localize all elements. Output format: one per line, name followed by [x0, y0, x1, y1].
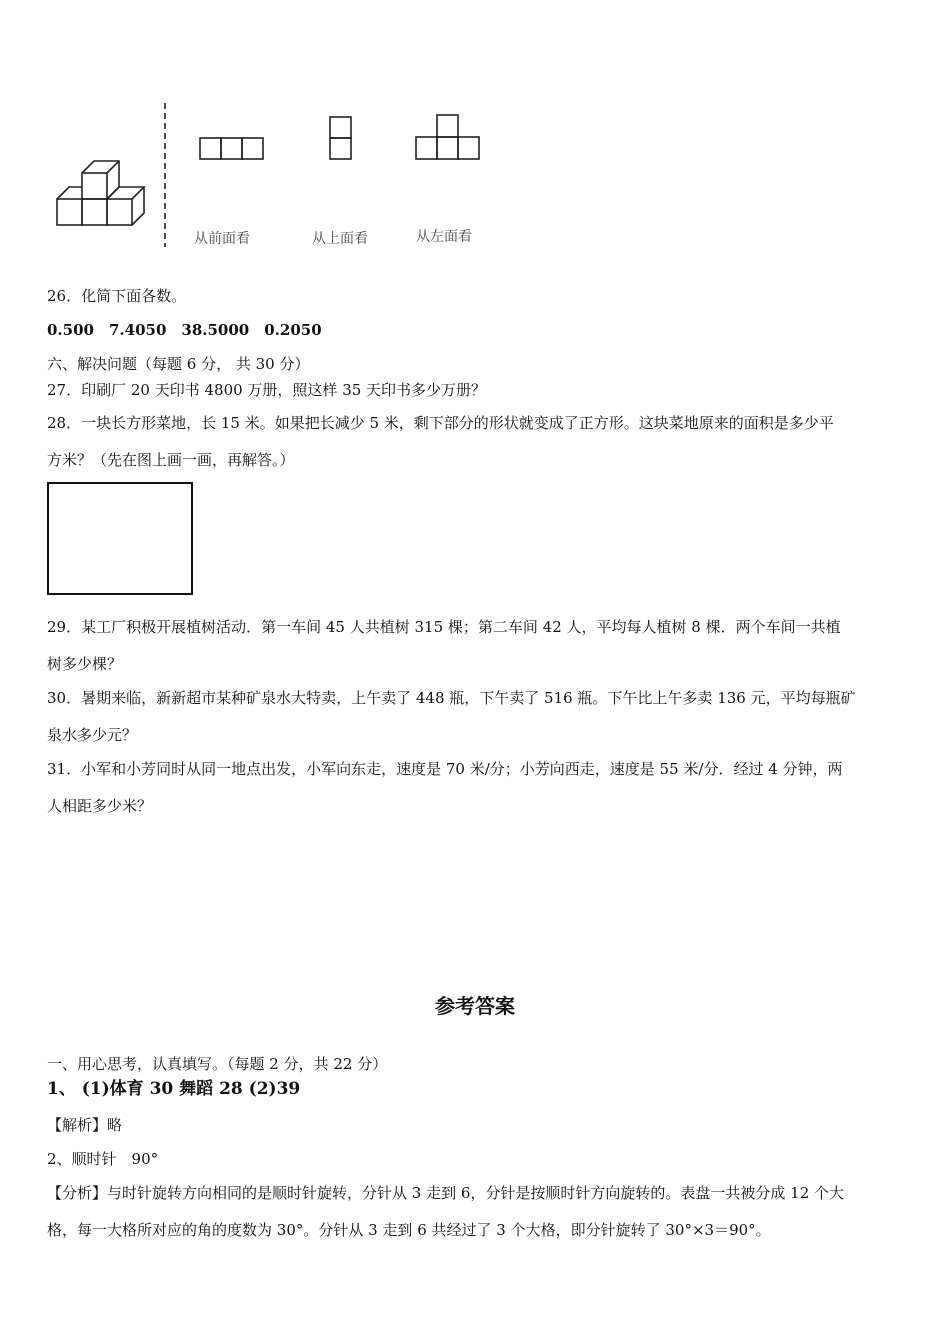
answer-1-analysis: 【解析】略 — [47, 1116, 123, 1134]
q28-line2: 方米？（先在图上画一画，再解答。） — [47, 451, 295, 469]
q30-line1: 30．暑期来临，新新超市某种矿泉水大特卖，上午卖了 448 瓶，下午卖了 516 瓶。下午比上午多卖 136 元，平均每瓶矿 — [47, 689, 856, 707]
front-view-drawing — [200, 138, 263, 159]
answer-2-analysis-line1: 【分析】与时针旋转方向相同的是顺时针旋转，分针从 3 走到 6，分针是按顺时针方向旋转的。表盘一共被分成 12 个大 — [47, 1184, 845, 1202]
three-views-figure — [40, 95, 510, 255]
q29-line2: 树多少棵？ — [47, 655, 123, 673]
q30-line2: 泉水多少元？ — [47, 726, 138, 744]
vegetable-field-rectangle — [47, 482, 193, 595]
q31-line2: 人相距多少米？ — [47, 797, 153, 815]
answer-1: 1、 (1)体育 30 舞蹈 28 (2)39 — [47, 1079, 301, 1099]
q29-line1: 29．某工厂积极开展植树活动．第一车间 45 人共植树 315 棵；第二车间 42 人，平均每人植树 8 棵．两个车间一共植 — [47, 618, 841, 636]
answer-2-analysis-line2: 格，每一大格所对应的角的度数为 30°。分针从 3 走到 6 共经过了 3 个大格，即分针旋转了 30°×3＝90°。 — [47, 1221, 771, 1239]
q27-text: 27．印刷厂 20 天印书 4800 万册，照这样 35 天印书多少万册？ — [47, 381, 487, 399]
left-view-label: 从左面看 — [416, 229, 472, 245]
q26-text: 26．化简下面各数。 — [47, 287, 187, 305]
q28-line1: 28．一块长方形菜地，长 15 米。如果把长减少 5 米，剩下部分的形状就变成了正方形。这块菜地原来的面积是多少平 — [47, 414, 834, 432]
answer-2: 2、顺时针 90° — [47, 1150, 159, 1168]
top-view-drawing — [330, 117, 351, 159]
q26-numbers: 0.500 7.4050 38.5000 0.2050 — [47, 321, 322, 339]
answers-section1-title: 一、用心思考，认真填写。（每题 2 分，共 22 分） — [47, 1055, 388, 1073]
section6-title: 六、解决问题（每题 6 分， 共 30 分） — [47, 355, 310, 373]
front-view-label: 从前面看 — [194, 231, 250, 247]
answers-title: 参考答案 — [435, 994, 515, 1018]
top-view-label: 从上面看 — [312, 231, 368, 247]
cube-solid-drawing — [57, 161, 144, 225]
q31-line1: 31．小军和小芳同时从同一地点出发，小军向东走，速度是 70 米/分；小芳向西走，速度是 55 米/分．经过 4 分钟，两 — [47, 760, 843, 778]
left-view-drawing — [416, 115, 479, 159]
